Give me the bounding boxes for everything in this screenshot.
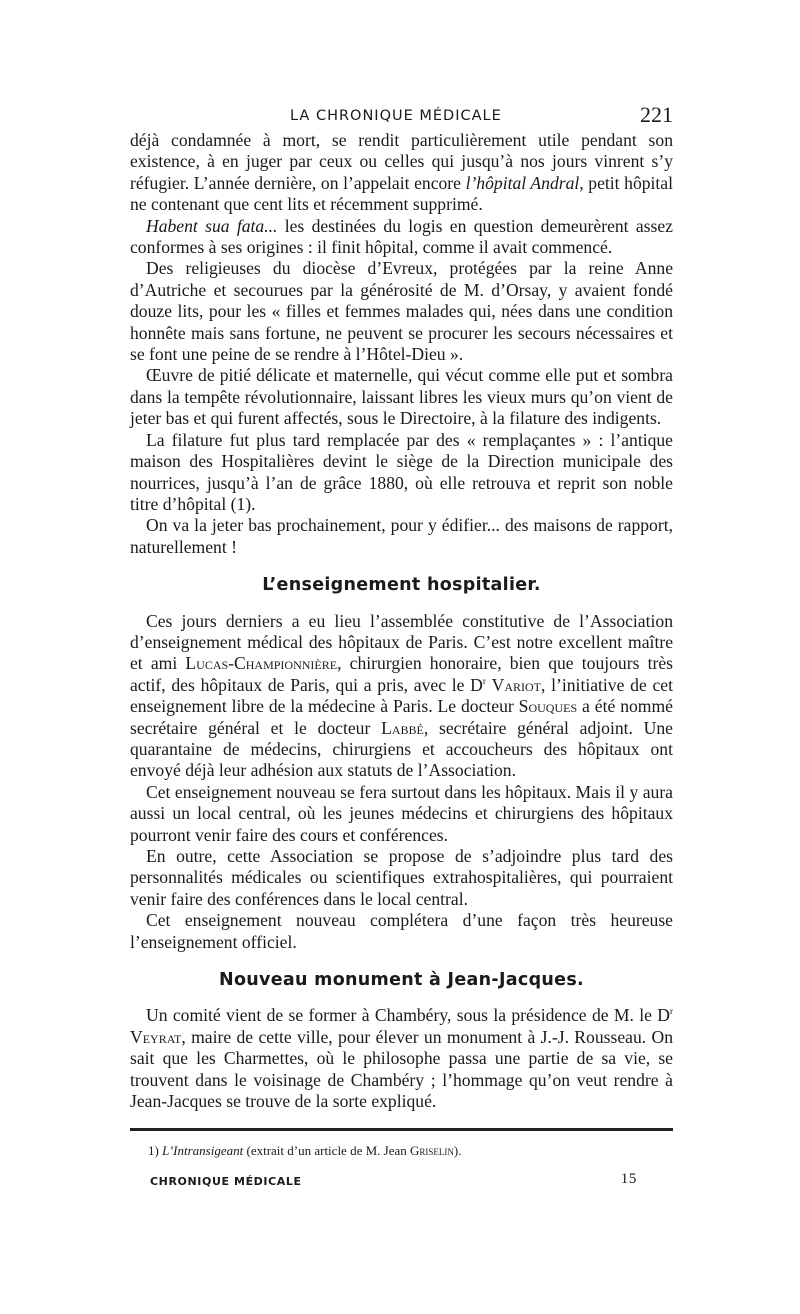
footnote: 1) L’Intransigeant (extrait d’un article de M. Jean Griselin).: [148, 1143, 462, 1159]
paragraph: En outre, cette Association se propose de s’adjoindre plus tard des personnalités médicales ou scientifiques extrahospitalières, qui pourraient venir faire des conférences dans le local central.: [130, 846, 673, 909]
page: [130, 100, 673, 1193]
paragraph: Ces jours derniers a eu lieu l’assemblée constitutive de l’Association d’enseignement médical des hôpitaux de Paris. C’est notre excellent maître et ami Lucas-Championnière, chirurgien honoraire, bien que toujours très actif, des hôpitaux de Paris, qui a pris, avec le $D^r$ Variot, l’initiative de cet enseignement libre de la médecine à Paris. Le docteur Souques a été nommé secrétaire général et le docteur Labbé, secrétaire général adjoint. Une quarantaine de médecins, chirurgiens et accoucheurs des hôpitaux ont envoyé déjà leur adhésion aux statuts de l’Association.: [130, 610, 673, 781]
signature-number: 15: [620, 1171, 637, 1188]
paragraph: Habent sua fata... les destinées du logis en question demeurèrent assez conformes à ses origines : il finit hôpital, comme il avait commencé.: [130, 215, 673, 258]
signature-title: CHRONIQUE MÉDICALE: [150, 1175, 302, 1189]
section-heading-enseignement: L’enseignement hospitalier.: [262, 575, 541, 596]
paragraph: La filature fut plus tard remplacée par des « remplaçantes » : l’antique maison des Hospitalières devint le siège de la Direction municipale des nourrices, jusqu’à l’an de grâce 1880, où elle retrouva et reprit son noble titre d’hôpital (1).: [130, 429, 673, 514]
running-head: [130, 100, 673, 130]
paragraph: On va la jeter bas prochainement, pour y édifier... des maisons de rapport, naturellement !: [130, 515, 673, 557]
section-heading-monument: Nouveau monument à Jean-Jacques.: [219, 970, 584, 991]
paragraph: Un comité vient de se former à Chambéry, sous la présidence de M. le $D^r$ Veyrat, maire de cette ville, pour élever un monument à J.-J. Rousseau. On sait que les Charmettes, où le philosophe passa une partie de sa vie, se trouvent dans le voisinage de Chambéry ; l’hommage qu’on veut rendre à Jean-Jacques se trouve de la sorte expliqué.: [130, 1005, 673, 1112]
page-number: 221: [640, 102, 673, 127]
paragraph: déjà condamnée à mort, se rendit particulièrement utile pendant son existence, à en juger par ceux ou celles qui jusqu’à nos jours vinrent s’y réfugier. L’année dernière, on l’appelait encore l’hôpital Andral, petit hôpital ne contenant que cent lits et récemment supprimé.: [130, 130, 674, 215]
article-body: [130, 130, 673, 1112]
paragraph: Cet enseignement nouveau se fera surtout dans les hôpitaux. Mais il y aura aussi un local central, où les jeunes médecins et chirurgiens des hôpitaux pourront venir faire des cours et conférences.: [130, 781, 673, 845]
running-title: LA CHRONIQUE MÉDICALE: [290, 108, 502, 124]
paragraph: Cet enseignement nouveau complétera d’une façon très heureuse l’enseignement officiel.: [130, 910, 673, 952]
paragraph: Des religieuses du diocèse d’Evreux, protégées par la reine Anne d’Autriche et secourues par la générosité de M. d’Orsay, y avaient fondé douze lits, pour les « filles et femmes malades qui, nées dans une condition honnête mais sans fortune, ne peuvent se procurer les secours nécessaires et se font une peine de se rendre à l’Hôtel-Dieu ».: [130, 258, 673, 365]
footnote-divider: [130, 1128, 673, 1131]
signature-line: [130, 1171, 673, 1193]
paragraph: Œuvre de pitié délicate et maternelle, qui vécut comme elle put et sombra dans la tempête révolutionnaire, laissant libres les vieux murs qu’on vient de jeter bas et qui furent affectés, sous le Directoire, à la filature des indigents.: [130, 365, 673, 429]
